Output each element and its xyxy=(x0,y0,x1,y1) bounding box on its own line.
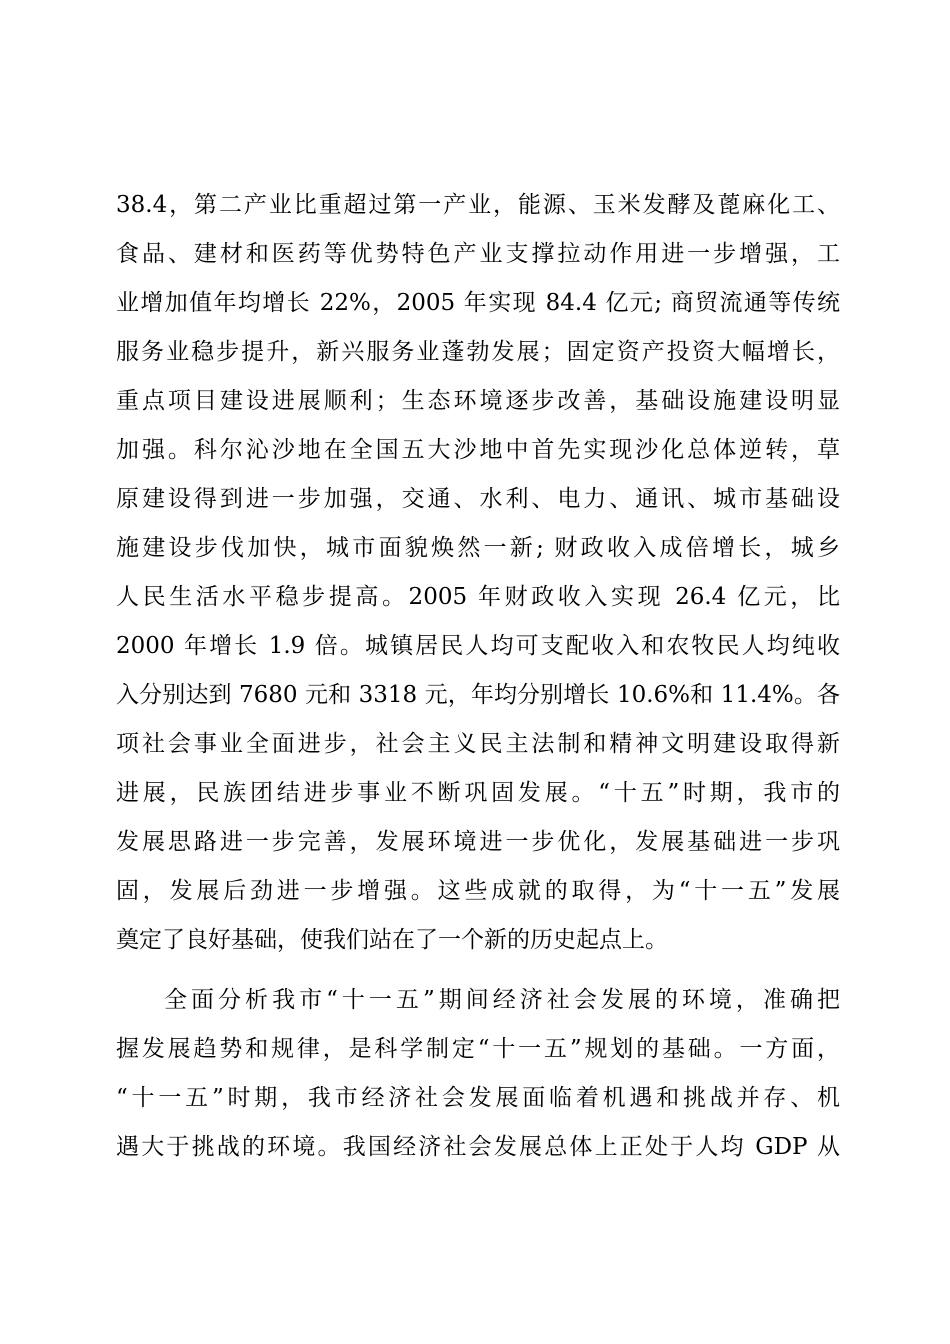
text-line: 加强。科尔沁沙地在全国五大沙地中首先实现沙化总体逆转，草 xyxy=(116,437,840,463)
text-line: 进展，民族团结进步事业不断巩固发展。“十五”时期，我市的 xyxy=(116,780,840,806)
text-line: 人民生活水平稳步提高。2005 年财政收入实现 26.4 亿元，比 xyxy=(116,584,840,610)
text-line: 重点项目建设进展顺利；生态环境逐步改善，基础设施建设明显 xyxy=(116,388,840,414)
text-line: 握发展趋势和规律，是科学制定“十一五”规划的基础。一方面， xyxy=(116,1036,840,1062)
text-line: 38.4，第二产业比重超过第一产业，能源、玉米发酵及蓖麻化工、 xyxy=(116,192,840,218)
text-line: 原建设得到进一步加强，交通、水利、电力、通讯、城市基础设 xyxy=(116,486,840,512)
text-line: 业增加值年均增长 22%，2005 年实现 84.4 亿元; 商贸流通等传统 xyxy=(116,290,840,316)
text-line: 奠定了良好基础，使我们站在了一个新的历史起点上。 xyxy=(116,927,668,953)
text-line: 遇大于挑战的环境。我国经济社会发展总体上正处于人均 GDP 从 xyxy=(116,1134,840,1160)
paragraph-environment-analysis xyxy=(116,976,840,1172)
paragraph-achievements xyxy=(116,181,840,965)
text-line: 项社会事业全面进步，社会主义民主法制和精神文明建设取得新 xyxy=(116,731,840,757)
text-line: “十一五”时期，我市经济社会发展面临着机遇和挑战并存、机 xyxy=(116,1085,840,1111)
text-line: 服务业稳步提升，新兴服务业蓬勃发展；固定资产投资大幅增长， xyxy=(116,339,840,365)
text-line: 施建设步伐加快，城市面貌焕然一新; 财政收入成倍增长，城乡 xyxy=(116,535,840,561)
text-line: 全面分析我市“十一五”期间经济社会发展的环境，准确把 xyxy=(164,987,840,1013)
text-line: 固，发展后劲进一步增强。这些成就的取得，为“十一五”发展 xyxy=(116,878,840,904)
text-line: 2000 年增长 1.9 倍。城镇居民人均可支配收入和农牧民人均纯收 xyxy=(116,633,840,659)
text-line: 食品、建材和医药等优势特色产业支撑拉动作用进一步增强，工 xyxy=(116,241,840,267)
text-line: 入分别达到 7680 元和 3318 元，年均分别增长 10.6%和 11.4%。各 xyxy=(116,682,840,708)
text-line: 发展思路进一步完善，发展环境进一步优化，发展基础进一步巩 xyxy=(116,829,840,855)
